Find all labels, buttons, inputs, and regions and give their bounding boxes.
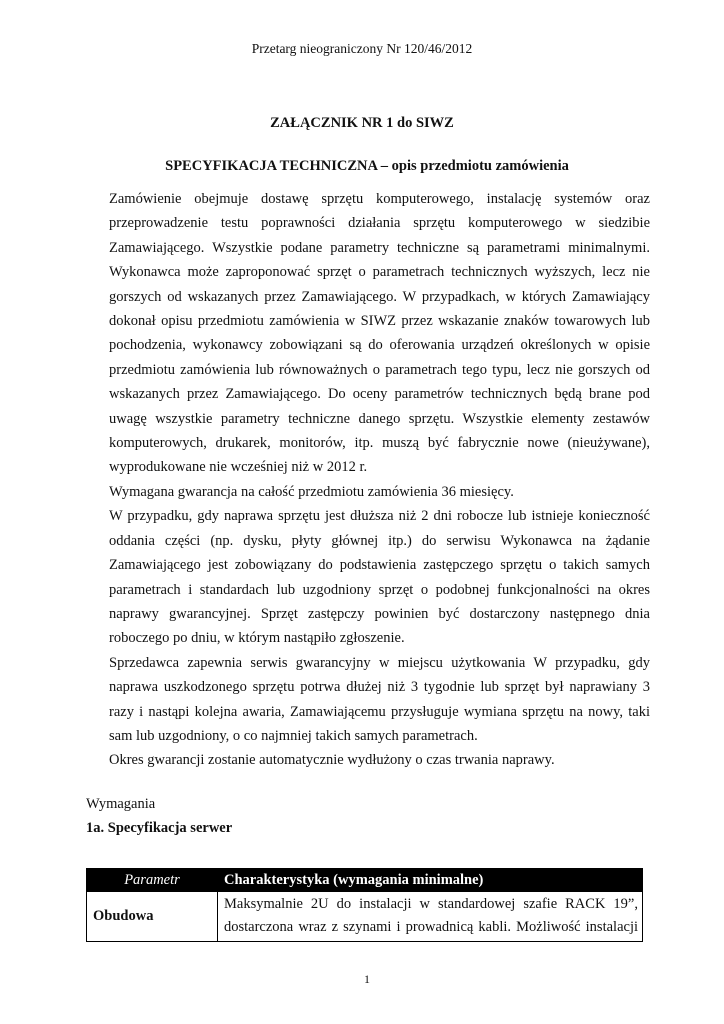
spec-table	[86, 868, 643, 942]
page-number: 1	[364, 972, 370, 986]
requirements-label: Wymagania	[86, 796, 156, 812]
section-title: 1a. Specyfikacja serwer	[86, 820, 233, 836]
paragraph-service: Sprzedawca zapewnia serwis gwarancyjny w miejscu użytkowania W przypadku, gdy naprawa uszkodzonego sprzętu potrwa dłużej niż 3 tygodnie lub sprzęt był naprawiany 3 razy i nastąpi kolejna awaria, Zamawiającemu przysługuje wymiana sprzętu na nowy, taki sam lub uzgodniony, o co najmniej takich samych parametrach.	[109, 654, 650, 744]
paragraph-warranty: Wymagana gwarancja na całość przedmiotu zamówienia 36 miesięcy.	[109, 483, 514, 500]
param-name: Obudowa	[87, 892, 218, 942]
column-header-param: Parametr	[87, 869, 218, 892]
document-header: Przetarg nieograniczony Nr 120/46/2012	[251, 41, 473, 56]
annex-title: ZAŁĄCZNIK NR 1 do SIWZ	[270, 115, 454, 131]
paragraph-scope: Zamówienie obejmuje dostawę sprzętu komputerowego, instalację systemów oraz przeprowadzenie testu poprawności działania sprzętu komputerowego w siedzibie Zamawiającego. Wszystkie podane parametry techniczne są parametrami minimalnymi. Wykonawca może zaproponować sprzęt o parametrach technicznych wyższych, lecz nie gorszych od wskazanych przez Zamawiającego. W przypadkach, w których Zamawiający dokonał opisu przedmiotu zamówienia w SIWZ przez wskazanie znaków towarowych lub pochodzenia, wykonawcy zobowiązani są do oferowania urządzeń określonych w opisie przedmiotu zamówienia lub równoważnych o parametrach tego typu, lecz nie gorszych od wskazanych przez Zamawiającego. Do oceny parametrów technicznych będą brane pod uwagę wszystkie parametry techniczne danego sprzętu. Wszystkie elementy zestawów komputerowych, drukarek, monitorów, itp. muszą być fabrycznie nowe (nieużywane), wyprodukowane nie wcześniej niż w 2012 r.	[109, 191, 650, 476]
spec-title: SPECYFIKACJA TECHNICZNA – opis przedmiotu zamówienia	[165, 158, 569, 174]
column-header-desc: Charakterystyka (wymagania minimalne)	[218, 869, 643, 892]
paragraph-replacement: W przypadku, gdy naprawa sprzętu jest dłuższa niż 2 dni robocze lub istnieje konieczność oddania części (np. dysku, płyty głównej itp.) do serwisu Wykonawca na żądanie Zamawiającego jest zobowiązany do podstawienia zastępczego sprzętu o takich samych parametrach i standardach lub uzgodniony sprzęt o podobnej funkcjonalności na okres naprawy gwarancyjnej. Sprzęt zastępczy powinien być dostarczony następnego dnia roboczego po dniu, w którym nastąpiło zgłoszenie.	[109, 508, 650, 647]
param-desc: Maksymalnie 2U do instalacji w standardowej szafie RACK 19”, dostarczona wraz z szynami i prowadnicą kabli. Możliwość instalacji	[218, 892, 643, 942]
body-text	[109, 187, 650, 773]
paragraph-extension: Okres gwarancji zostanie automatycznie wydłużony o czas trwania naprawy.	[109, 752, 555, 769]
table-row	[87, 892, 643, 942]
table-header-row	[87, 869, 643, 892]
